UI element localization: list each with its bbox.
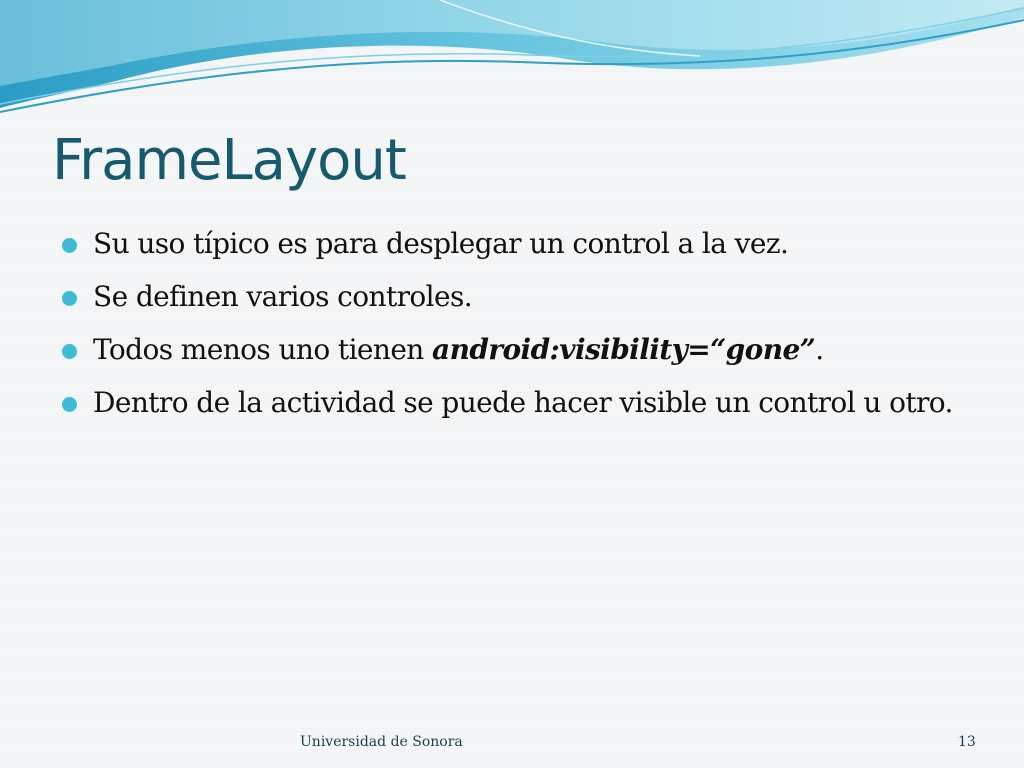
bullet-text-prefix: Todos menos uno tienen (93, 333, 433, 366)
bullet-text-suffix: . (815, 333, 824, 366)
bullet-dot-icon (62, 238, 77, 253)
page-number: 13 (958, 734, 976, 750)
bullet-text: Dentro de la actividad se puede hacer visible un control u otro. (93, 386, 953, 419)
bullet-code-emphasis: android:visibility=“gone” (432, 333, 816, 366)
bullet-item (60, 328, 960, 372)
header-wave-decoration (0, 0, 1024, 130)
footer-text: Universidad de Sonora (300, 734, 463, 750)
bullet-text: Su uso típico es para desplegar un control a la vez. (93, 227, 789, 260)
slide-title: FrameLayout (52, 128, 406, 193)
bullet-dot-icon (62, 397, 77, 412)
bullet-item (60, 275, 960, 319)
bullet-dot-icon (62, 291, 77, 306)
bullet-item (60, 381, 960, 425)
bullet-text: Se definen varios controles. (93, 280, 473, 313)
bullet-dot-icon (62, 344, 77, 359)
bullet-item (60, 222, 960, 266)
bullet-list (60, 222, 960, 434)
